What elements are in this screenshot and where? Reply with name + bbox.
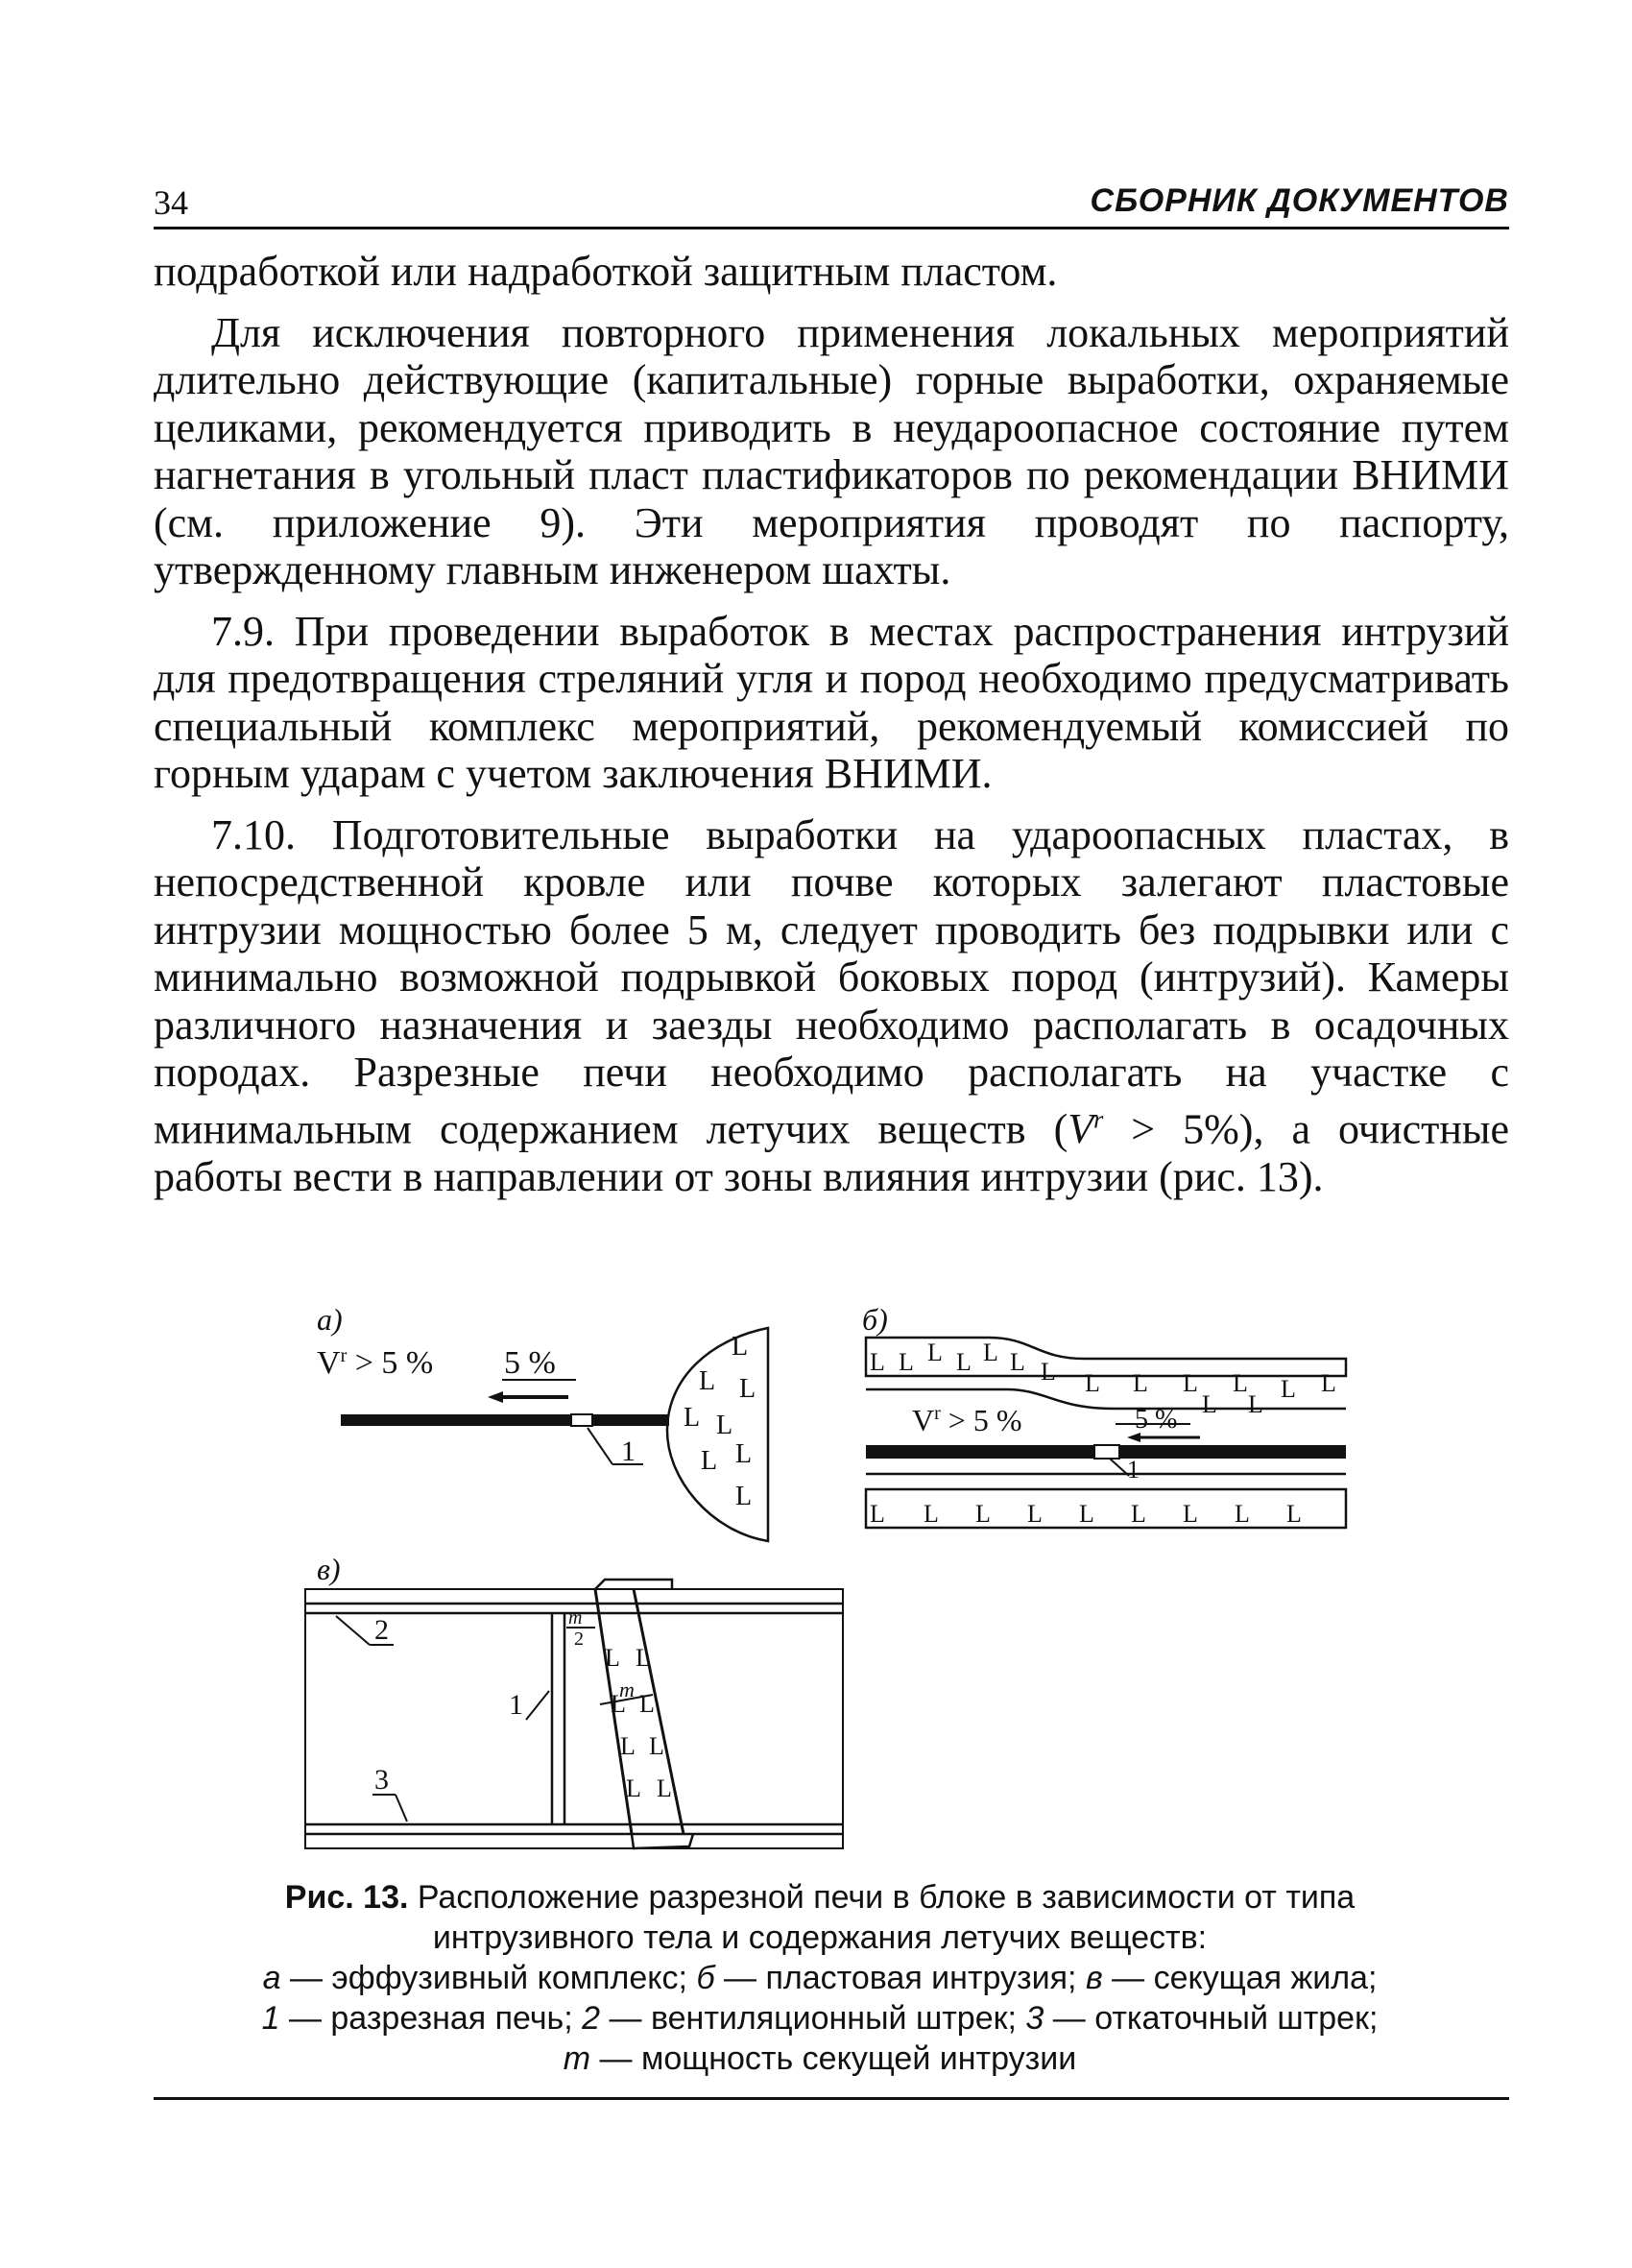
mark: L [636, 1644, 651, 1672]
figure-caption [211, 1877, 1428, 2079]
volatile-sup: r [1093, 1105, 1104, 1134]
mark: L [1183, 1369, 1198, 1397]
panel-a [317, 1302, 768, 1541]
panel-v-two: 2 [574, 1629, 584, 1650]
panel-v-num2: 2 [374, 1614, 389, 1646]
legend-text: — откаточный штрек; [1044, 2000, 1379, 2037]
legend-key: а [262, 1960, 281, 1996]
panel-b-drift-2 [1119, 1445, 1346, 1459]
mark: L [639, 1690, 655, 1718]
header-rule [154, 227, 1509, 229]
mark: L [732, 1332, 749, 1362]
paragraph-4-text: 7.10. Подготовительные выработки на удароопасных пластах, в непосредственной кровле или почве которых залегают пластовые интрузии мощностью более 5 м, следует проводить без подрывки или с минимально возможной подрывкой боковых пород (интрузий). Камеры различного назначения и заезды необходимо располагать в осадочных породах. Разрезные печи необходимо располагать на участке с минимальным содержанием летучих веществ ( [154, 810, 1509, 1153]
mark: L [1133, 1369, 1148, 1397]
panel-v-label: в) [317, 1552, 341, 1586]
mark: L [1183, 1500, 1198, 1528]
mark: L [611, 1690, 626, 1718]
panel-a-drift [341, 1414, 571, 1426]
caption-legend-3 [211, 2039, 1428, 2079]
mark: L [1202, 1390, 1217, 1418]
panel-b-num1: 1 [1127, 1456, 1140, 1484]
body-text [154, 248, 1509, 1214]
panel-v-num1: 1 [509, 1689, 523, 1721]
mark: L [1235, 1500, 1250, 1528]
mark: L [626, 1774, 641, 1802]
panel-v-m-half: m [568, 1607, 583, 1629]
mark: L [735, 1482, 753, 1511]
panel-a-arrow-head [488, 1391, 503, 1403]
legend-key: 3 [1025, 2000, 1044, 2037]
panel-a-label: а) [317, 1302, 343, 1337]
volatile-symbol [1068, 1105, 1103, 1152]
mark: L [699, 1366, 716, 1396]
mark: L [1085, 1369, 1100, 1397]
panel-b-volatile: $V^r > 5$ % [912, 1403, 1022, 1437]
running-title: СБОРНИК ДОКУМЕНТОВ [1090, 182, 1509, 219]
mark: L [716, 1411, 733, 1440]
mark: L [899, 1348, 914, 1376]
panel-a-num1: 1 [621, 1436, 636, 1467]
legend-text: — эффузивный комплекс; [280, 1960, 697, 1996]
legend-key: 2 [582, 2000, 601, 2037]
panel-v [305, 1552, 843, 1848]
mark: L [605, 1644, 620, 1672]
panel-a-volatile: $V^r > 5$ % [317, 1345, 434, 1381]
paragraph-4-tail: > 5%), а очистные работы вести в направлении от зоны влияния интрузии (рис. 13). [154, 1105, 1509, 1200]
legend-text: — вентиляционный штрек; [600, 2000, 1026, 2037]
legend-key: 1 [261, 2000, 280, 2037]
panel-b [862, 1302, 1346, 1528]
legend-key: в [1085, 1960, 1103, 1996]
mark: L [1131, 1500, 1146, 1528]
mark: L [1281, 1375, 1296, 1403]
legend-text: — разрезная печь; [279, 2000, 583, 2037]
panel-b-label: б) [862, 1302, 888, 1337]
panel-v-m: m [619, 1677, 635, 1701]
panel-a-leader [588, 1428, 612, 1464]
mark: L [1248, 1390, 1263, 1418]
panel-a-percent: 5 % [504, 1345, 556, 1381]
mark: L [657, 1774, 672, 1802]
figure-13 [288, 1301, 1382, 1868]
mark: L [620, 1732, 636, 1760]
legend-text: — пластовая интрузия; [714, 1960, 1086, 1996]
caption-legend-2 [211, 1998, 1428, 2039]
mark: L [735, 1439, 753, 1469]
mark: L [1041, 1358, 1056, 1386]
legend-text: — секущая жила; [1102, 1960, 1378, 1996]
mark: L [975, 1500, 991, 1528]
footer-rule [154, 2097, 1509, 2100]
mark: L [1079, 1500, 1094, 1528]
mark: L [870, 1348, 885, 1376]
legend-key: m [563, 2040, 591, 2077]
paragraph-1: подработкой или надработкой защитным пластом. [154, 248, 1058, 295]
panel-b-percent: 5 % [1135, 1405, 1178, 1435]
caption-line-1 [211, 1877, 1428, 1958]
panel-a-cut [571, 1414, 592, 1426]
volatile-letter: V [1068, 1105, 1094, 1153]
caption-title: Расположение разрезной печи в блоке в зависимости от типа интрузивного тела и содержания летучих веществ: [408, 1879, 1356, 1956]
mark: L [1027, 1500, 1043, 1528]
caption-label: Рис. 13. [284, 1879, 409, 1916]
paragraph-2: Для исключения повторного применения локальных мероприятий длительно действующие (капитальные) горные выработки, охраняемые целиками, рекомендуется приводить в неудароопасное состояние путем нагнетания в угольный пласт пластификаторов по рекомендации ВНИМИ (см. приложение 9). Эти мероприятия проводят по паспорту, утвержденному главным инженером шахты. [154, 308, 1509, 593]
mark: L [1010, 1348, 1025, 1376]
caption-legend-1 [211, 1958, 1428, 1998]
legend-key: б [696, 1960, 715, 1996]
paragraph-4 [154, 811, 1509, 1201]
mark: L [1321, 1369, 1336, 1397]
mark: L [1286, 1500, 1302, 1528]
panel-b-drift [866, 1445, 1094, 1459]
mark: L [983, 1339, 998, 1366]
mark: L [701, 1446, 718, 1476]
mark: L [927, 1339, 943, 1366]
page-number: 34 [154, 183, 188, 222]
mark: L [649, 1732, 664, 1760]
panel-b-cut [1094, 1445, 1119, 1459]
panel-a-drift-2 [592, 1414, 669, 1426]
mark: L [739, 1374, 756, 1404]
mark: L [956, 1348, 972, 1376]
paragraph-3: 7.9. При проведении выработок в местах распространения интрузий для предотвращения стреляний угля и пород необходимо предусматривать специальный комплекс мероприятий, рекомендуемый комиссией по горным ударам с учетом заключения ВНИМИ. [154, 607, 1509, 797]
mark: L [1233, 1369, 1248, 1397]
mark: L [870, 1500, 885, 1528]
panel-b-arrow-head [1127, 1433, 1140, 1442]
mark: L [924, 1500, 939, 1528]
legend-text: — мощность секущей интрузии [590, 2040, 1077, 2077]
panel-v-num3: 3 [374, 1764, 389, 1796]
mark: L [684, 1403, 701, 1433]
